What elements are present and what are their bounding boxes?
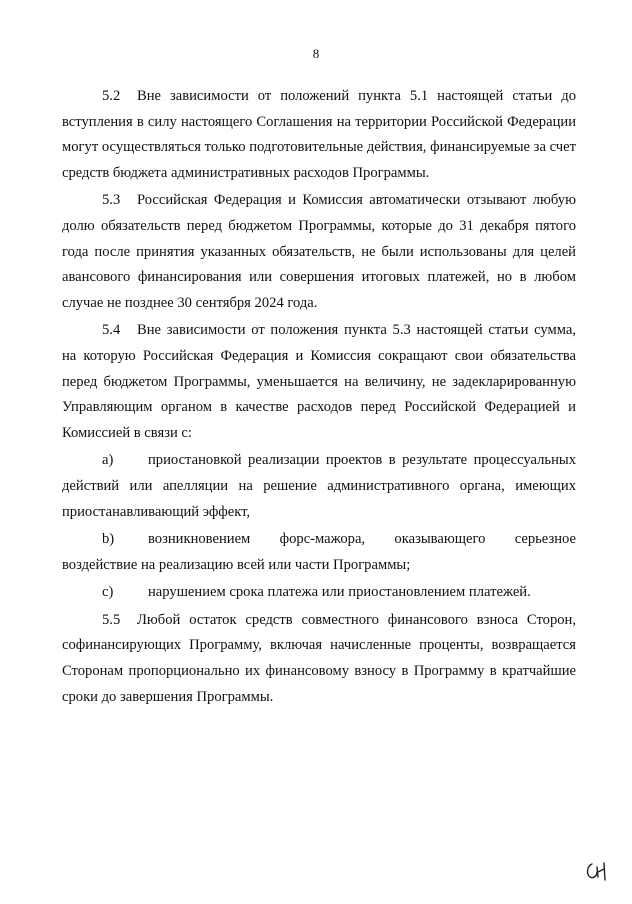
paragraph-5-4 — [62, 318, 576, 446]
signature-initials — [585, 858, 611, 882]
paragraph-number: 5.2 — [102, 88, 121, 104]
list-item-a — [62, 448, 576, 525]
list-marker: b) — [102, 531, 115, 548]
paragraph-text: Любой остаток средств совместного финансового взноса Сторон, софинансирующих Программу, включая начисленные проценты, возвращается Сторонам пропорционально их финансовому взносу в Программу в кратчайшие сроки до завершения Программы. — [62, 611, 576, 705]
paragraph-text: Вне зависимости от положений пункта 5.1 настоящей статьи до вступления в силу настоящего Соглашения на территории Российской Федерации могут осуществляться только подготовительные действия, финансируемые за счет средств бюджета административных расходов Программы. — [62, 88, 576, 181]
paragraph-number: 5.3 — [102, 192, 121, 209]
paragraph-5-5 — [62, 608, 576, 710]
paragraph-text: Российская Федерация и Комиссия автоматически отзывают любую долю обязательств перед бюджетом Программы, которые до 31 декабря пятого года после принятия указанных обязательств, не были использованы для целей авансового финансирования или совершения итоговых платежей, но в любом случае не позднее 30 сентября 2024 года. — [62, 192, 576, 311]
document-body — [62, 84, 576, 712]
list-item-c — [62, 580, 576, 606]
paragraph-5-2 — [62, 84, 576, 186]
list-item-text: возникновением форс-мажора, оказывающего серьезное воздействие на реализацию всей или части Программы; — [62, 531, 576, 573]
list-item-b — [62, 527, 576, 578]
page-number: 8 — [312, 46, 320, 61]
list-item-text: приостановкой реализации проектов в результате процессуальных действий или апелляции на решение административного органа, имеющих приостанавливающий эффект, — [62, 452, 576, 520]
list-marker: c) — [102, 584, 114, 601]
paragraph-number: 5.5 — [102, 611, 121, 628]
paragraph-number: 5.4 — [102, 322, 121, 339]
list-item-text: нарушением срока платежа или приостановлением платежей. — [148, 584, 531, 601]
paragraph-text: Вне зависимости от положения пункта 5.3 настоящей статьи сумма, на которую Российская Федерация и Комиссия сокращают свои обязательства перед бюджетом Программы, уменьшается на величину, не задекларированную Управляющим органом в качестве расходов перед Российской Федерацией и Комиссией в связи с: — [62, 322, 576, 441]
paragraph-5-3 — [62, 188, 576, 316]
list-marker: a) — [102, 452, 114, 469]
